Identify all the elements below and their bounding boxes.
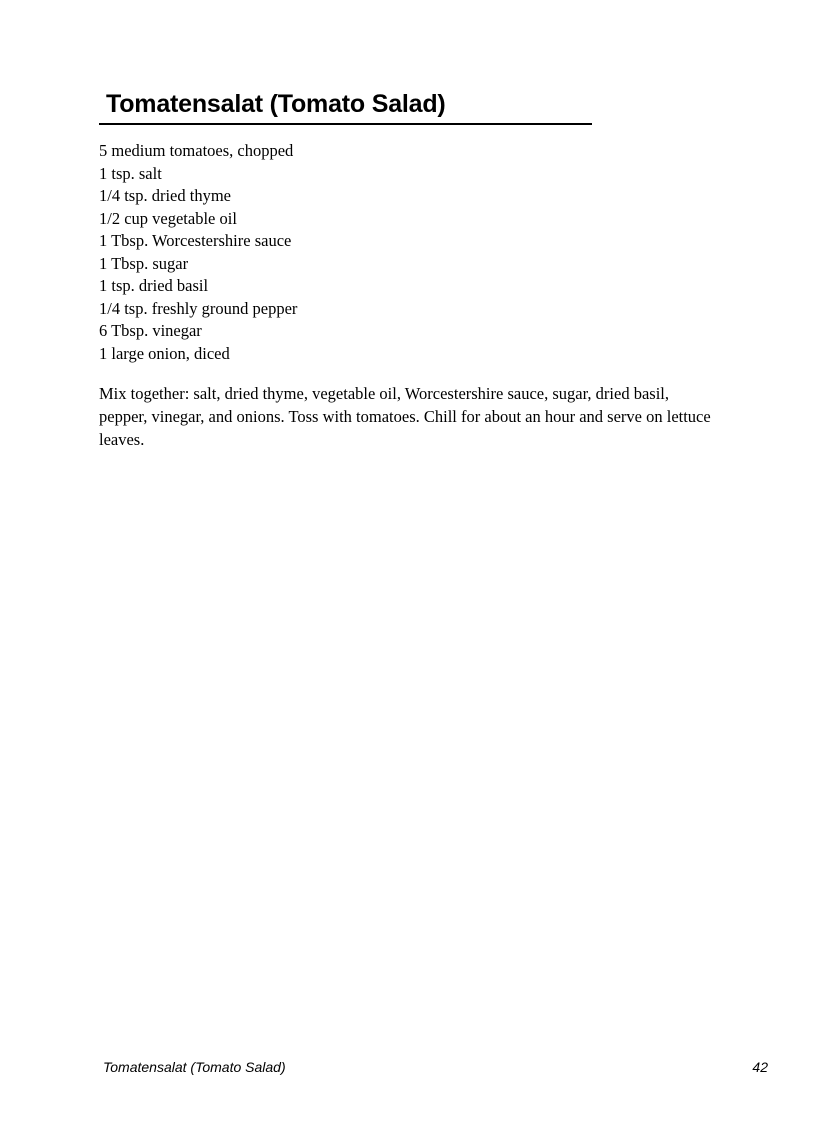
footer-title: Tomatensalat (Tomato Salad) <box>103 1059 286 1075</box>
ingredient-item: 1/4 tsp. freshly ground pepper <box>99 298 298 318</box>
ingredient-item: 1 tsp. salt <box>99 163 162 183</box>
ingredient-item: 1 Tbsp. Worcestershire sauce <box>99 231 292 250</box>
ingredient-item: 6 Tbsp. vinegar <box>99 321 202 340</box>
ingredient-item: 1/4 tsp. dried thyme <box>99 186 231 205</box>
ingredient-item: 1 large onion, diced <box>99 343 230 363</box>
title-underline <box>99 123 592 125</box>
recipe-title: Tomatensalat (Tomato Salad) <box>106 90 446 118</box>
recipe-instructions: Mix together: salt, dried thyme, vegetable oil, Worcestershire sauce, sugar, dried basil, pepper, vinegar, and onions. Toss with tomatoes. Chill for about an hour and serve on lettuce leaves. <box>99 384 711 449</box>
page-number: 42 <box>752 1059 768 1075</box>
ingredient-item: 1 Tbsp. sugar <box>99 253 189 273</box>
ingredient-item: 1/2 cup vegetable oil <box>99 208 237 228</box>
ingredient-item: 5 medium tomatoes, chopped <box>99 141 294 160</box>
ingredient-list <box>99 140 297 365</box>
ingredient-item: 1 tsp. dried basil <box>99 276 209 295</box>
